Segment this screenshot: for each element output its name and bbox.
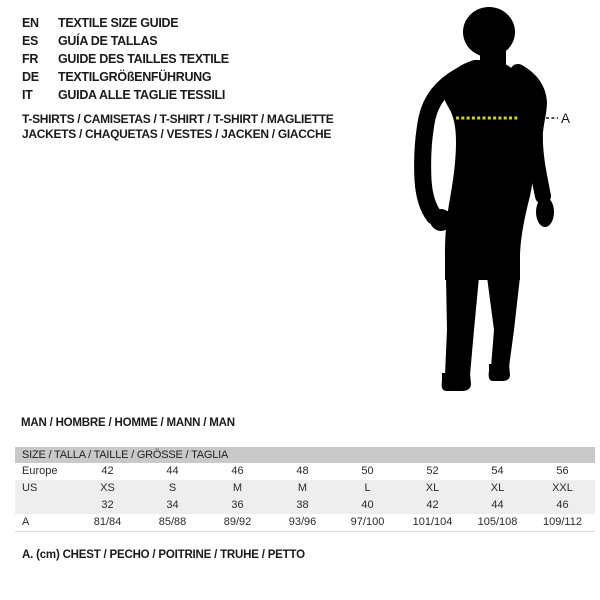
silhouette-left-hand [430,209,452,231]
size-value: 48 [296,465,309,477]
size-value: 101/104 [412,516,453,528]
silhouette-right-hand [536,197,554,227]
silhouette-front-foot [442,373,471,391]
size-value: M [232,482,243,494]
size-value: 97/100 [350,516,385,528]
size-value: 89/92 [223,516,252,528]
language-row [22,14,229,32]
language-code: FR [22,52,39,66]
row-label: US [22,482,38,494]
row-label [15,497,75,514]
size-value: XS [100,482,115,494]
row-label: A [22,516,30,528]
size-value: M [297,482,308,494]
language-row [22,68,229,86]
language-label: GUIDA ALLE TAGLIE TESSILI [58,88,226,102]
man-silhouette [400,0,600,400]
language-code: ES [22,34,39,48]
row-label: Europe [22,465,58,477]
size-value: 44 [166,465,179,477]
table-row [15,463,595,480]
size-value: 38 [296,499,309,511]
size-value: XL [490,482,505,494]
size-value: 81/84 [93,516,122,528]
table-rows [15,463,595,531]
size-value: 56 [556,465,569,477]
size-value: 36 [231,499,244,511]
table-header: SIZE / TALLA / TAILLE / GRÖSSE / TAGLIA [15,447,595,463]
size-value: 42 [101,465,114,477]
size-value: 34 [166,499,179,511]
language-code: IT [22,88,33,102]
language-code: EN [22,16,39,30]
size-value: 44 [491,499,504,511]
size-value: 42 [426,499,439,511]
table-row [15,480,595,497]
language-list [22,14,229,104]
table-row [15,514,595,531]
language-row [22,50,229,68]
size-value: XXL [552,482,573,494]
silhouette-torso [443,60,538,280]
silhouette-back-foot [489,364,510,381]
category-line: JACKETS / CHAQUETAS / VESTES / JACKEN / GIACCHE [22,127,332,141]
language-row [22,32,229,50]
size-value: 46 [556,499,569,511]
silhouette-front-leg [445,277,479,375]
man-silhouette-body [423,7,554,391]
language-label: TEXTILGRÖßENFÜHRUNG [58,70,212,84]
size-value: 105/108 [477,516,518,528]
language-label: TEXTILE SIZE GUIDE [58,16,179,30]
size-table [15,447,595,532]
measurement-note: A. (cm) CHEST / PECHO / POITRINE / TRUHE / PETTO [22,549,305,561]
category-list [22,112,334,142]
size-value: XL [425,482,440,494]
size-value: L [364,482,371,494]
size-value: 93/96 [288,516,317,528]
table-row [15,497,595,514]
size-value: 85/88 [158,516,187,528]
silhouette-back-leg [487,277,520,367]
language-label: GUIDE DES TAILLES TEXTILE [58,52,229,66]
language-row [22,86,229,104]
measure-label-a: A [561,111,571,126]
size-value: 54 [491,465,504,477]
section-title: MAN / HOMBRE / HOMME / MANN / MAN [21,417,235,429]
size-value: 52 [426,465,439,477]
size-value: 109/112 [543,516,582,528]
language-code: DE [22,70,39,84]
size-value: 50 [361,465,374,477]
size-value: S [168,482,177,494]
size-value: 32 [101,499,114,511]
language-label: GUÍA DE TALLAS [58,34,158,48]
size-value: 40 [361,499,374,511]
category-line: T-SHIRTS / CAMISETAS / T-SHIRT / T-SHIRT / MAGLIETTE [22,112,334,126]
size-value: 46 [231,465,244,477]
